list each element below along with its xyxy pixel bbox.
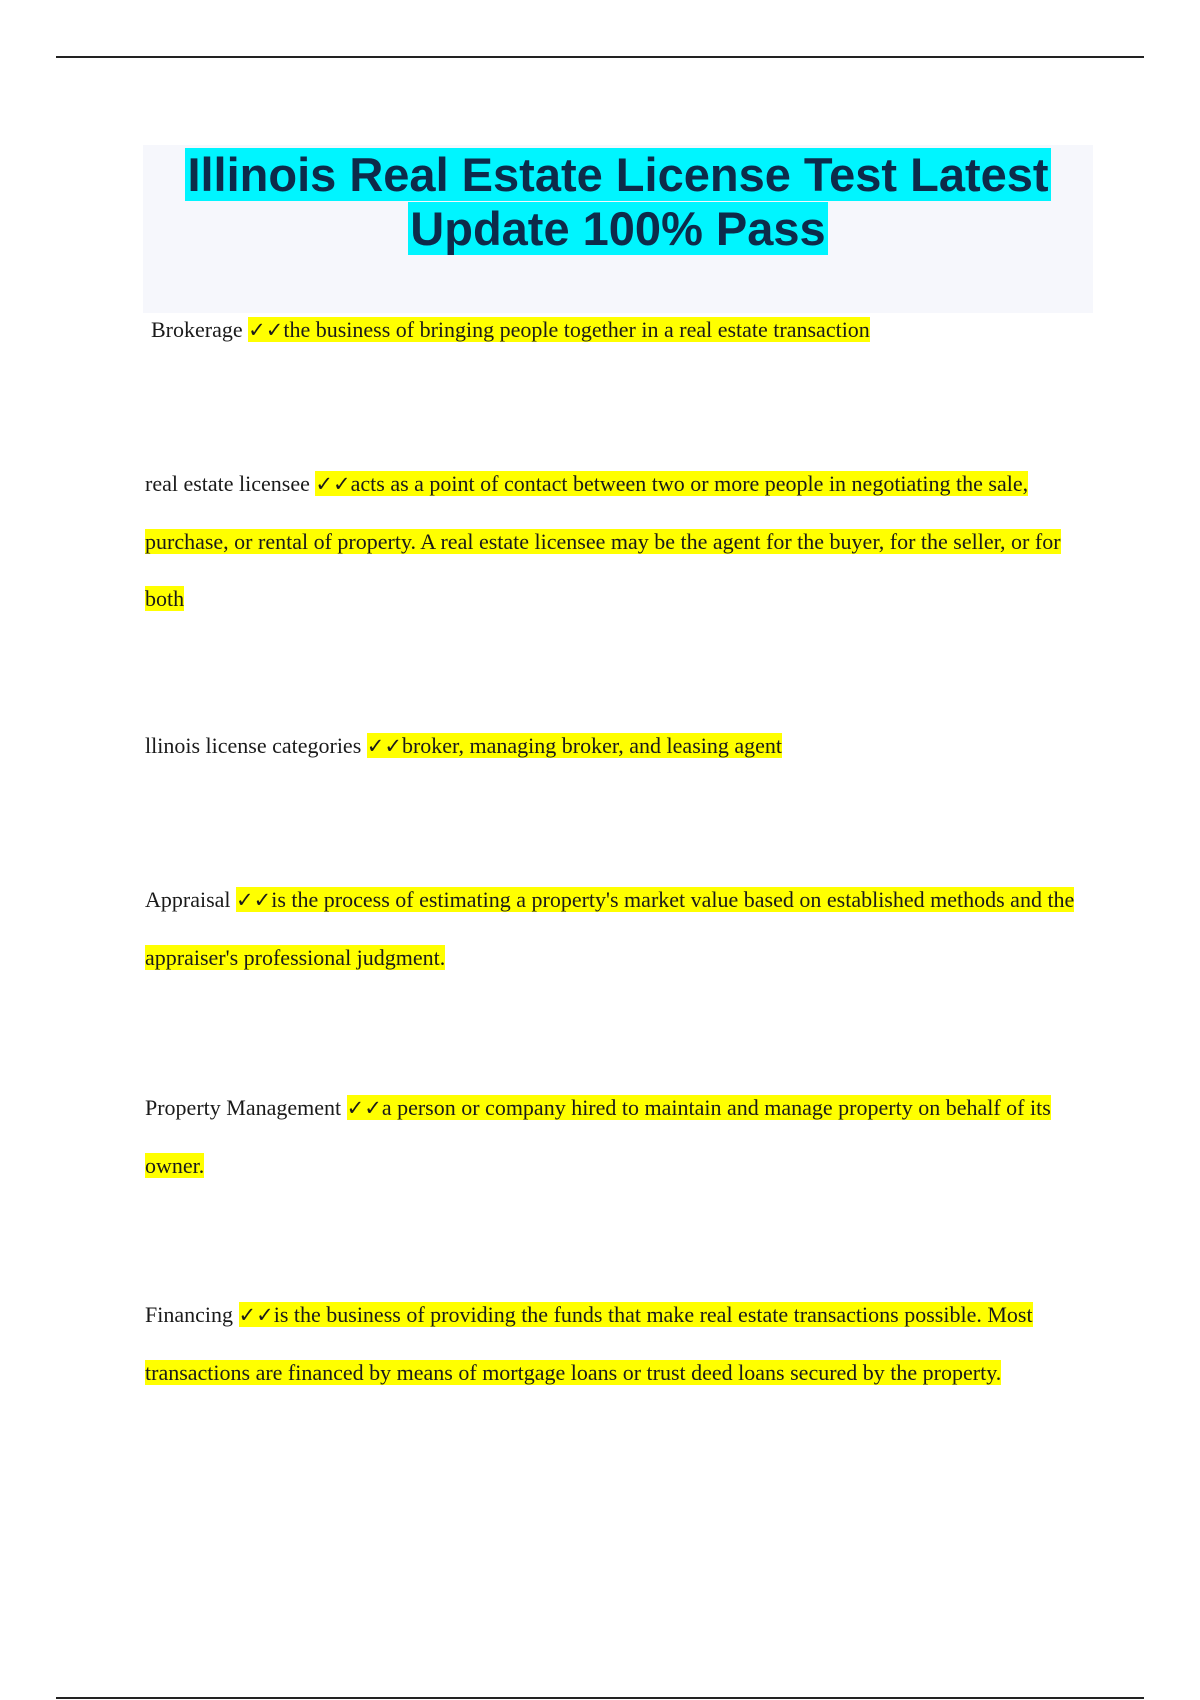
entry-term: real estate licensee xyxy=(145,471,316,496)
entry-term: Financing xyxy=(145,1302,239,1327)
entry-term: Brokerage xyxy=(151,317,249,342)
entry-term: Property Management xyxy=(145,1095,347,1120)
entry-term: Appraisal xyxy=(145,887,237,912)
double-check-icon: ✓✓ xyxy=(366,734,402,758)
bottom-rule xyxy=(56,1697,1144,1699)
entry-definition: ✓✓the business of bringing people together in a real estate transaction xyxy=(248,317,870,342)
entry-real-estate-licensee xyxy=(145,455,1090,627)
entry-definition: ✓✓acts as a point of contact between two or more people in negotiating the sale, purchase, or rental of property. A real estate licensee may be the agent for the buyer, for the seller, or for both xyxy=(145,471,1061,611)
double-check-icon: ✓✓ xyxy=(236,888,272,912)
entry-appraisal xyxy=(145,871,1090,986)
double-check-icon: ✓✓ xyxy=(346,1096,382,1120)
entry-definition: ✓✓is the process of estimating a property's market value based on established methods and the appraiser's professional judgment. xyxy=(145,887,1075,970)
double-check-icon: ✓✓ xyxy=(315,472,351,496)
entry-brokerage xyxy=(145,301,1096,359)
top-rule xyxy=(56,56,1144,58)
double-check-icon: ✓✓ xyxy=(248,318,284,342)
entry-definition: ✓✓broker, managing broker, and leasing agent xyxy=(366,733,783,758)
title-text: Illinois Real Estate License Test Latest Update 100% Pass xyxy=(187,148,1049,255)
entry-term: llinois license categories xyxy=(145,733,367,758)
title-banner xyxy=(143,145,1093,313)
page-title xyxy=(143,145,1093,256)
entry-definition: ✓✓a person or company hired to maintain and manage property on behalf of its owner. xyxy=(145,1095,1051,1178)
double-check-icon: ✓✓ xyxy=(238,1303,274,1327)
entry-license-categories xyxy=(145,717,1090,775)
entry-property-management xyxy=(145,1079,1090,1194)
entry-financing xyxy=(145,1286,1090,1401)
entry-definition: ✓✓is the business of providing the funds that make real estate transactions possible. Most transactions are financed by means of mortgage loans or trust deed loans secured by the property. xyxy=(145,1302,1033,1385)
